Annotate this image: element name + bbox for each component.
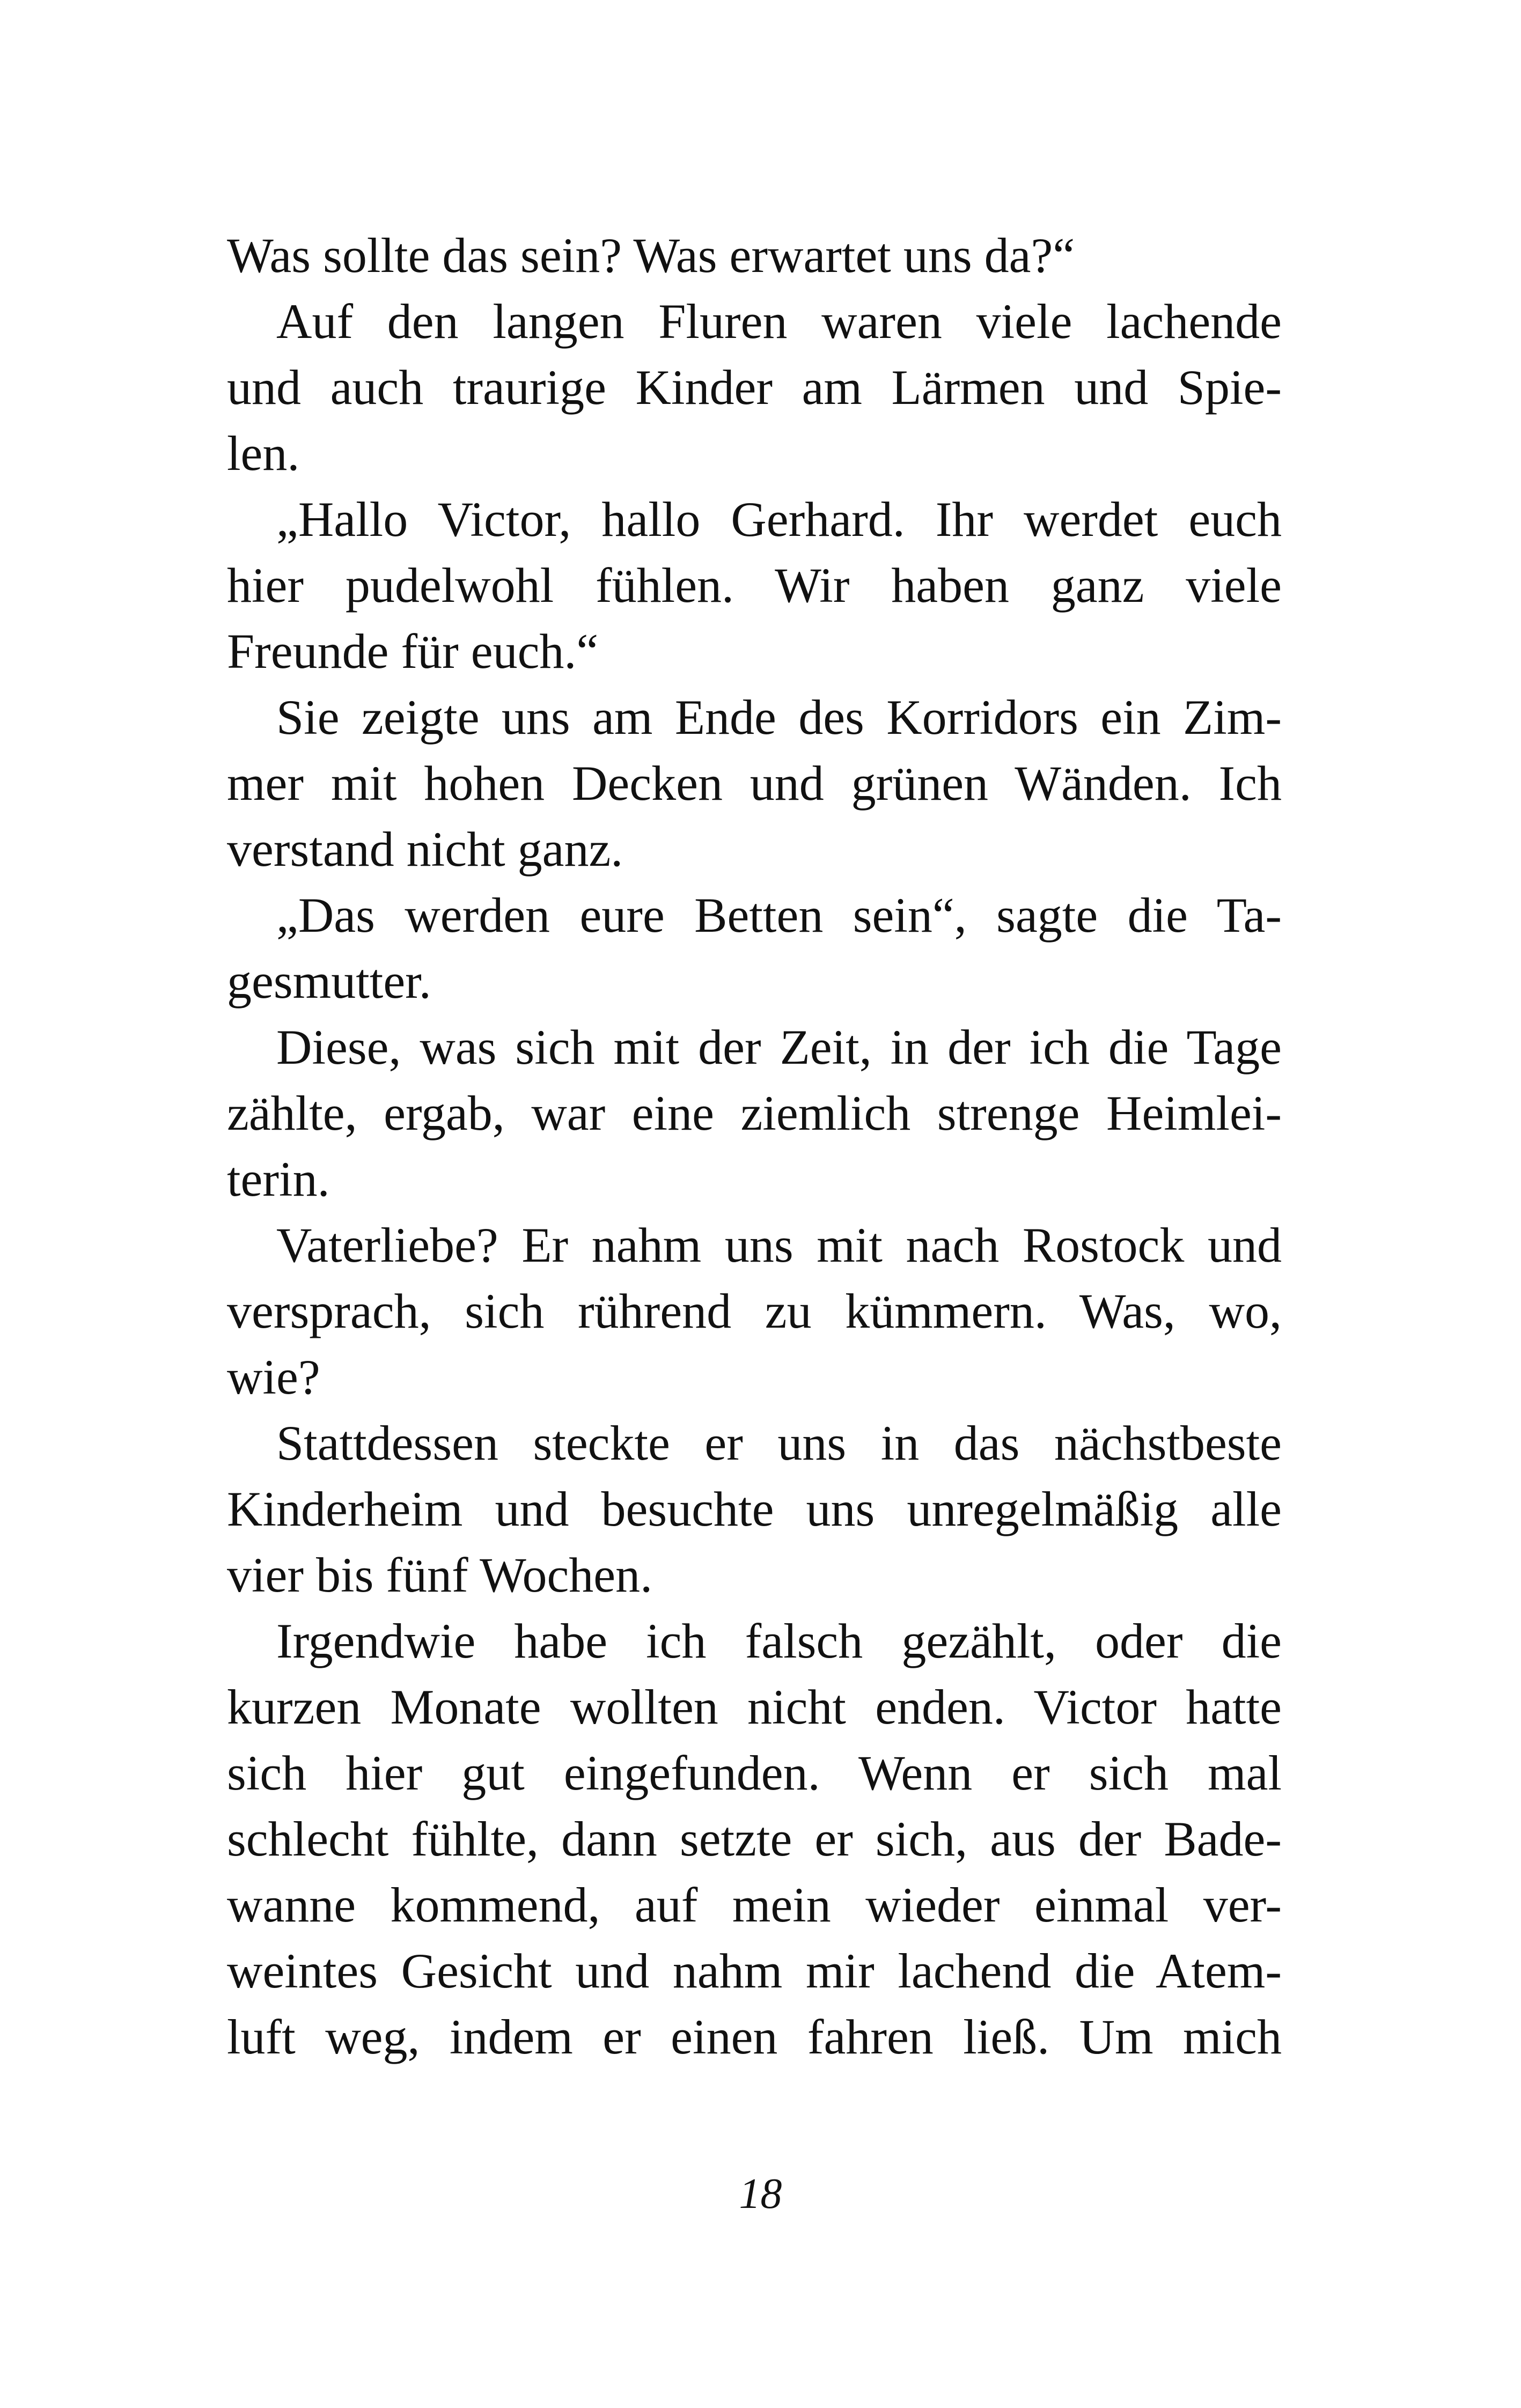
text-line: Vaterliebe? Er nahm uns mit nach Rostock und [276, 1218, 1282, 1272]
text-line: Irgendwie habe ich falsch gezählt, oder die [276, 1614, 1282, 1668]
text-line: Stattdessen steckte er uns in das nächstbeste [276, 1416, 1282, 1470]
text-line: terin. [227, 1152, 330, 1206]
text-line: weintes Gesicht und nahm mir lachend die Atem- [227, 1943, 1282, 1998]
page-number: 18 [739, 2170, 782, 2218]
text-line: „Das werden eure Betten sein“, sagte die Ta- [276, 888, 1282, 942]
text-line: kurzen Monate wollten nicht enden. Victor hatte [227, 1680, 1282, 1734]
text-line: Was sollte das sein? Was erwartet uns da?“ [227, 228, 1075, 283]
text-line: hier pudelwohl fühlen. Wir haben ganz viele [227, 558, 1282, 613]
text-line: „Hallo Victor, hallo Gerhard. Ihr werdet euch [276, 492, 1282, 547]
text-line: versprach, sich rührend zu kümmern. Was, wo, [227, 1284, 1282, 1338]
text-line: sich hier gut eingefunden. Wenn er sich mal [227, 1746, 1282, 1800]
text-line: len. [227, 426, 300, 481]
text-line: verstand nicht ganz. [227, 822, 623, 877]
text-line: Sie zeigte uns am Ende des Korridors ein Zim- [276, 690, 1282, 745]
body-text [227, 223, 1282, 2070]
text-line: wie? [227, 1350, 320, 1404]
text-line: zählte, ergab, war eine ziemlich strenge Heimlei- [227, 1086, 1282, 1140]
text-line: gesmutter. [227, 954, 431, 1008]
text-line: schlecht fühlte, dann setzte er sich, aus der Bade- [227, 1811, 1282, 1866]
text-line: Freunde für euch.“ [227, 624, 599, 679]
text-line: Diese, was sich mit der Zeit, in der ich die Tage [276, 1020, 1282, 1074]
text-line: wanne kommend, auf mein wieder einmal ver- [227, 1877, 1282, 1932]
text-line: und auch traurige Kinder am Lärmen und Spie- [227, 360, 1282, 415]
text-line: vier bis fünf Wochen. [227, 1548, 653, 1602]
text-line: mer mit hohen Decken und grünen Wänden. Ich [227, 756, 1282, 811]
text-line: luft weg, indem er einen fahren ließ. Um mich [227, 2009, 1282, 2064]
text-line: Auf den langen Fluren waren viele lachende [276, 294, 1282, 349]
text-line: Kinderheim und besuchte uns unregelmäßig alle [227, 1482, 1282, 1536]
